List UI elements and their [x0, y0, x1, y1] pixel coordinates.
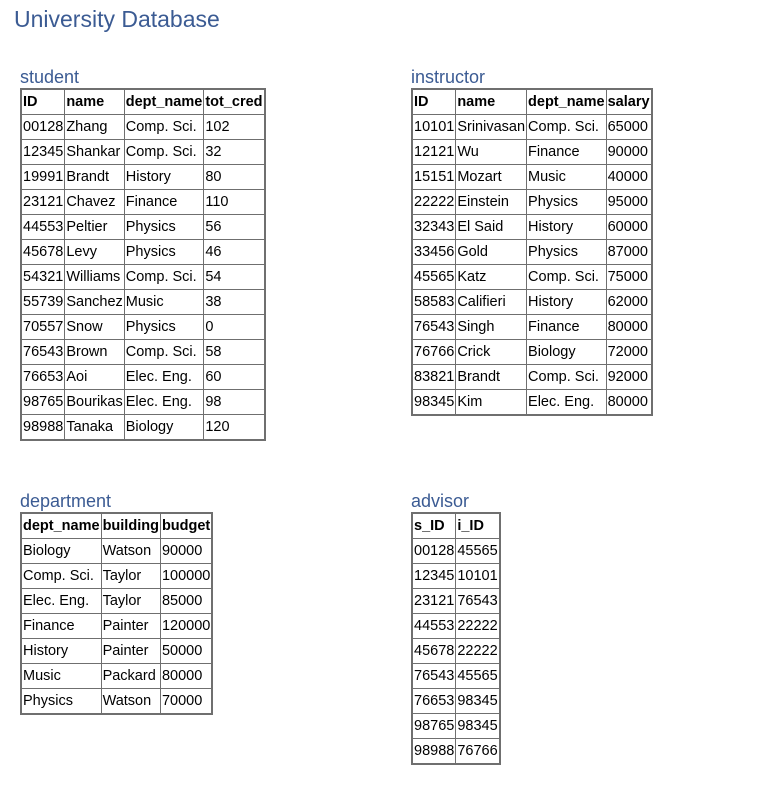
table-cell: 90000 — [160, 539, 212, 564]
table-cell: 76543 — [21, 340, 65, 365]
student-table — [20, 88, 266, 441]
table-cell: Einstein — [456, 190, 527, 215]
table-row — [21, 340, 265, 365]
table-cell: 98345 — [412, 390, 456, 416]
table-cell: Biology — [21, 539, 101, 564]
table-cell: 80000 — [606, 390, 651, 416]
table-cell: Snow — [65, 315, 124, 340]
column-header: s_ID — [412, 513, 456, 539]
table-cell: Brandt — [65, 165, 124, 190]
table-cell: 38 — [204, 290, 265, 315]
table-cell: 50000 — [160, 639, 212, 664]
table-cell: 120 — [204, 415, 265, 441]
table-cell: Biology — [527, 340, 607, 365]
table-cell: Physics — [124, 240, 204, 265]
table-row — [21, 390, 265, 415]
table-cell: 45565 — [456, 664, 500, 689]
table-cell: 58 — [204, 340, 265, 365]
page-title: University Database — [14, 6, 220, 32]
table-row — [412, 340, 652, 365]
table-cell: 80000 — [160, 664, 212, 689]
table-cell: 83821 — [412, 365, 456, 390]
column-header: ID — [21, 89, 65, 115]
table-cell: Comp. Sci. — [527, 115, 607, 140]
table-cell: 76543 — [456, 589, 500, 614]
table-cell: Finance — [527, 315, 607, 340]
table-row — [21, 589, 212, 614]
table-cell: 10101 — [412, 115, 456, 140]
table-cell: Singh — [456, 315, 527, 340]
table-cell: 98765 — [21, 390, 65, 415]
table-cell: 44553 — [412, 614, 456, 639]
table-row — [412, 614, 500, 639]
table-cell: 98988 — [412, 739, 456, 765]
table-row — [21, 415, 265, 441]
table-cell: Shankar — [65, 140, 124, 165]
table-cell: Chavez — [65, 190, 124, 215]
table-row — [21, 265, 265, 290]
column-header: dept_name — [124, 89, 204, 115]
column-header: i_ID — [456, 513, 500, 539]
table-cell: Mozart — [456, 165, 527, 190]
table-cell: 22222 — [456, 614, 500, 639]
column-header: ID — [412, 89, 456, 115]
table-cell: Comp. Sci. — [124, 340, 204, 365]
table-cell: 95000 — [606, 190, 651, 215]
table-cell: 80000 — [606, 315, 651, 340]
student-table-block — [20, 67, 266, 441]
table-cell: 45565 — [412, 265, 456, 290]
table-cell: 45678 — [412, 639, 456, 664]
table-row — [412, 165, 652, 190]
table-cell: Music — [124, 290, 204, 315]
table-cell: Wu — [456, 140, 527, 165]
table-cell: 76766 — [412, 340, 456, 365]
table-row — [412, 315, 652, 340]
column-header: building — [101, 513, 160, 539]
table-cell: 60 — [204, 365, 265, 390]
table-cell: Peltier — [65, 215, 124, 240]
table-row — [21, 689, 212, 715]
table-cell: Tanaka — [65, 415, 124, 441]
table-cell: Elec. Eng. — [527, 390, 607, 416]
table-cell: 76766 — [456, 739, 500, 765]
table-cell: 98765 — [412, 714, 456, 739]
table-cell: Srinivasan — [456, 115, 527, 140]
table-cell: Bourikas — [65, 390, 124, 415]
table-cell: 56 — [204, 215, 265, 240]
table-row — [412, 589, 500, 614]
table-cell: El Said — [456, 215, 527, 240]
table-cell: 62000 — [606, 290, 651, 315]
table-cell: 32343 — [412, 215, 456, 240]
table-cell: 80 — [204, 165, 265, 190]
table-cell: 98 — [204, 390, 265, 415]
table-row — [412, 190, 652, 215]
table-cell: Physics — [124, 215, 204, 240]
header-row — [412, 89, 652, 115]
table-cell: Comp. Sci. — [21, 564, 101, 589]
table-cell: 110 — [204, 190, 265, 215]
table-row — [21, 365, 265, 390]
table-cell: Finance — [124, 190, 204, 215]
table-cell: 45678 — [21, 240, 65, 265]
table-cell: Physics — [124, 315, 204, 340]
table-cell: 65000 — [606, 115, 651, 140]
table-cell: 22222 — [456, 639, 500, 664]
column-header: dept_name — [527, 89, 607, 115]
table-row — [412, 539, 500, 564]
table-cell: Physics — [21, 689, 101, 715]
table-cell: Comp. Sci. — [124, 140, 204, 165]
table-cell: 98345 — [456, 714, 500, 739]
table-row — [21, 315, 265, 340]
table-row — [412, 714, 500, 739]
header-row — [412, 513, 500, 539]
table-cell: Brandt — [456, 365, 527, 390]
table-row — [21, 240, 265, 265]
table-cell: 54321 — [21, 265, 65, 290]
table-cell: Katz — [456, 265, 527, 290]
column-header: name — [65, 89, 124, 115]
table-cell: 87000 — [606, 240, 651, 265]
table-row — [412, 390, 652, 416]
table-cell: Elec. Eng. — [21, 589, 101, 614]
table-row — [21, 215, 265, 240]
table-row — [21, 564, 212, 589]
table-row — [412, 240, 652, 265]
table-row — [412, 115, 652, 140]
table-cell: Crick — [456, 340, 527, 365]
table-cell: 46 — [204, 240, 265, 265]
table-cell: Levy — [65, 240, 124, 265]
table-row — [412, 689, 500, 714]
table-cell: 23121 — [412, 589, 456, 614]
table-cell: Comp. Sci. — [527, 365, 607, 390]
table-cell: 98988 — [21, 415, 65, 441]
table-cell: History — [124, 165, 204, 190]
table-cell: Califieri — [456, 290, 527, 315]
table-cell: Packard — [101, 664, 160, 689]
table-cell: 54 — [204, 265, 265, 290]
table-cell: 00128 — [21, 115, 65, 140]
table-cell: 12121 — [412, 140, 456, 165]
table-cell: 22222 — [412, 190, 456, 215]
table-cell: Painter — [101, 614, 160, 639]
table-cell: Aoi — [65, 365, 124, 390]
table-row — [412, 664, 500, 689]
table-cell: 85000 — [160, 589, 212, 614]
table-row — [21, 115, 265, 140]
department-table-block — [20, 491, 213, 715]
table-row — [412, 140, 652, 165]
table-cell: 0 — [204, 315, 265, 340]
table-cell: Gold — [456, 240, 527, 265]
table-cell: 76653 — [21, 365, 65, 390]
table-cell: Physics — [527, 240, 607, 265]
table-cell: Watson — [101, 539, 160, 564]
table-cell: Finance — [21, 614, 101, 639]
table-cell: 92000 — [606, 365, 651, 390]
table-cell: Zhang — [65, 115, 124, 140]
table-row — [21, 190, 265, 215]
table-cell: Sanchez — [65, 290, 124, 315]
table-cell: Watson — [101, 689, 160, 715]
table-cell: Comp. Sci. — [124, 265, 204, 290]
table-title: student — [20, 67, 80, 87]
department-table — [20, 512, 213, 715]
table-cell: Finance — [527, 140, 607, 165]
table-cell: 32 — [204, 140, 265, 165]
table-row — [21, 165, 265, 190]
table-cell: Painter — [101, 639, 160, 664]
instructor-table — [411, 88, 653, 416]
table-row — [21, 290, 265, 315]
table-cell: 76653 — [412, 689, 456, 714]
instructor-table-block — [411, 67, 653, 416]
table-cell: 102 — [204, 115, 265, 140]
table-cell: Brown — [65, 340, 124, 365]
table-cell: 100000 — [160, 564, 212, 589]
table-cell: Taylor — [101, 564, 160, 589]
table-cell: 98345 — [456, 689, 500, 714]
table-cell: History — [21, 639, 101, 664]
table-cell: Kim — [456, 390, 527, 416]
table-cell: 90000 — [606, 140, 651, 165]
table-cell: Taylor — [101, 589, 160, 614]
table-cell: 19991 — [21, 165, 65, 190]
column-header: budget — [160, 513, 212, 539]
header-row — [21, 89, 265, 115]
table-cell: 45565 — [456, 539, 500, 564]
table-cell: Music — [21, 664, 101, 689]
column-header: tot_cred — [204, 89, 265, 115]
table-cell: Elec. Eng. — [124, 390, 204, 415]
table-cell: Williams — [65, 265, 124, 290]
table-title: advisor — [411, 491, 470, 511]
column-header: salary — [606, 89, 651, 115]
table-row — [412, 290, 652, 315]
table-row — [21, 539, 212, 564]
table-row — [21, 614, 212, 639]
table-cell: 23121 — [21, 190, 65, 215]
column-header: dept_name — [21, 513, 101, 539]
table-title: instructor — [411, 67, 486, 87]
table-cell: 60000 — [606, 215, 651, 240]
table-row — [21, 639, 212, 664]
table-cell: Biology — [124, 415, 204, 441]
table-cell: History — [527, 290, 607, 315]
table-row — [412, 215, 652, 240]
table-cell: 76543 — [412, 664, 456, 689]
table-row — [21, 140, 265, 165]
table-cell: 58583 — [412, 290, 456, 315]
table-row — [412, 365, 652, 390]
table-cell: 33456 — [412, 240, 456, 265]
table-row — [412, 739, 500, 765]
table-cell: 12345 — [21, 140, 65, 165]
header-row — [21, 513, 212, 539]
table-cell: 15151 — [412, 165, 456, 190]
table-row — [412, 564, 500, 589]
table-cell: Physics — [527, 190, 607, 215]
table-cell: 70000 — [160, 689, 212, 715]
table-cell: 70557 — [21, 315, 65, 340]
advisor-table-block — [411, 491, 501, 765]
table-cell: 75000 — [606, 265, 651, 290]
table-cell: 120000 — [160, 614, 212, 639]
table-cell: Elec. Eng. — [124, 365, 204, 390]
table-cell: 55739 — [21, 290, 65, 315]
table-row — [412, 265, 652, 290]
table-cell: Comp. Sci. — [124, 115, 204, 140]
table-cell: 12345 — [412, 564, 456, 589]
table-cell: 10101 — [456, 564, 500, 589]
table-cell: Comp. Sci. — [527, 265, 607, 290]
table-cell: History — [527, 215, 607, 240]
advisor-table — [411, 512, 501, 765]
table-cell: 00128 — [412, 539, 456, 564]
column-header: name — [456, 89, 527, 115]
table-cell: Music — [527, 165, 607, 190]
table-row — [21, 664, 212, 689]
table-cell: 44553 — [21, 215, 65, 240]
table-title: department — [20, 491, 112, 511]
table-cell: 76543 — [412, 315, 456, 340]
table-row — [412, 639, 500, 664]
table-cell: 72000 — [606, 340, 651, 365]
table-cell: 40000 — [606, 165, 651, 190]
